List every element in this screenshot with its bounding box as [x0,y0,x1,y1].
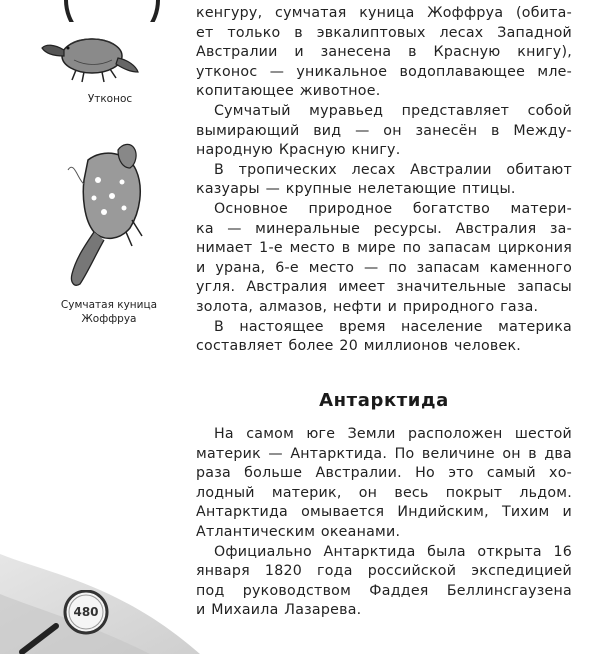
quoll-caption-line1: Сумчатая куница [60,299,158,311]
platypus-illustration [40,14,140,86]
page-number: 480 [73,605,99,619]
australia-paragraph-1: кенгуру, сумчатая куница Жоффруа (обита- ет только в эвкалиптовых лесах Западной Австралии и занесена в Красную книгу), утконос — уникальное водоплавающее мле- копитающее животное. [196,5,572,100]
platypus-caption: Утконос [87,93,133,105]
australia-paragraph-2: Сумчатый муравьед представляет собой вымирающий вид — он занесён в Между- народную Красную книгу. [196,102,572,159]
quoll-illustration [48,140,160,290]
australia-text [196,4,572,357]
antarctica-paragraph-2: Официально Антарктида была открыта 16 января 1820 года российской экспедицией под руководством Фаддея Беллинсгаузена и Михаила Лазарева. [196,543,572,619]
antarctica-text [196,425,572,621]
quoll-caption-line2: Жоффруа [81,313,137,325]
quoll-caption [46,298,172,326]
antarctica-paragraph-1: На самом юге Земли расположен шестой материк — Антарктида. По величине он в два раза больше Австралии. Но это самый хо- лодный материк, он весь покрыт льдом. Антарктида омывается Индийским, Тихим и Атлантическим океанами. [196,426,572,540]
magnifying-glass-icon [18,590,138,654]
australia-paragraph-5: В настоящее время население материка составляет более 20 миллионов человек. [196,318,572,355]
antarctica-heading: Антарктида [319,390,449,411]
australia-paragraph-4: Основное природное богатство матери- ка — минеральные ресурсы. Австралия за- нимает 1-е место в мире по запасам циркония и урана, 6-е место — по запасам каменного угля. Австралия имеет значительные запасы золота, алмазов, нефти и природного газа. [196,200,572,315]
australia-paragraph-3: В тропических лесах Австралии обитают казуары — крупные нелетающие птицы. [196,161,572,198]
